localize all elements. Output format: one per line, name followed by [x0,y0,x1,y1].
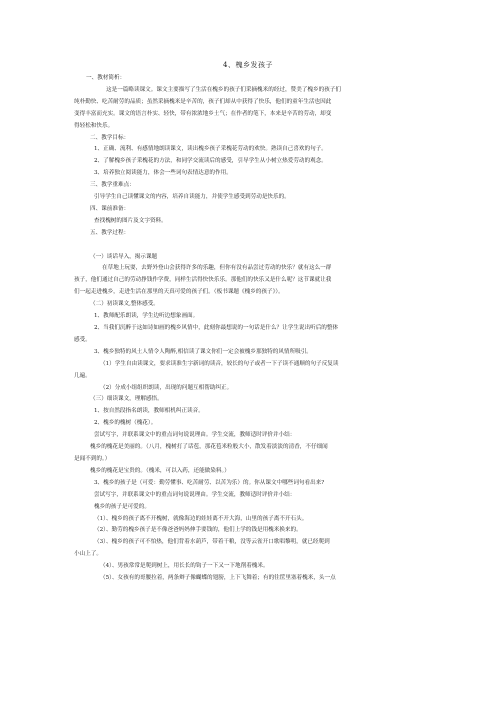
text-line: 是闻不到的。） [74,455,111,462]
text-line: （二）初读课文,整体感受。 [90,301,159,308]
text-line: （2）分成小组组织朗读，出现的问题互相帮助纠正。 [100,384,233,391]
blank-line [74,240,430,252]
text-line: （一）谈话导入，揭示课题 [90,253,158,260]
text-line: （3）、槐乡的孩子可不怕热，他们背着水葫芦，带着干粮，没等云雀开口歌唱黎明，就已经爬到 [94,539,330,546]
text-line: 槐乡的槐花是美丽的。（八月，槐树打了话苞，那花苞米粒般大小，散发着淡淡的清香，不仔细闻 [90,444,328,451]
text-line: 变得丰富而充实。课文的语言朴实、轻快，带有浓浓地乡土气；在作者的笔下，本来是辛苦的劳动，却变 [74,110,332,117]
text-line: 一、教材简析： [86,75,126,81]
text-line: 2、了解槐乡孩子采槐花的方法，和同学交流读后的感受，引导学生从小树立热爱劳动的观念。 [94,158,327,165]
text-line: （1）学生自由读课文，要求读准生字新词的读音，较长的句子或者一下子读不通顺的句子反复读 [100,360,339,367]
text-line: 几遍。 [74,372,91,379]
text-line: 尝试写字，并联系课文中的重点词句说说理由。学生交流，教师适时评价并小结： [94,432,296,439]
text-line: 2、当我们沉醉于这如诗如画的槐乡风情中，此刻你最想说的一句话是什么？让学生说出听后的整体 [94,325,339,332]
document-body [74,73,430,585]
text-line: （5）、女孩有的哥腰拉着，两条辫子像蝴蝶的翅膀，上下飞舞着；有的往筐里塞着槐米，头一点 [100,575,336,582]
text-line: 二、教学目标： [90,134,130,141]
text-line: （2）、勤劳的槐乡孩子是不像爸爸妈妈伸手要钱的，他们上学的钱是用槐米换来的。 [94,527,302,534]
text-line: 3、培养独立阅读能力，体会一些词句表情达意的作用。 [94,170,232,177]
text-line: 四、课前准备： [90,205,130,212]
text-line: 槐乡的孩子是可爱的。 [94,503,150,510]
text-line: 3、槐乡的孩子是（可爱：勤劳懂事、吃苦耐劳、以苦为乐）的。你从课文中哪些词句看出来? [94,479,325,486]
text-line: 纯朴勤快、吃苦耐劳的品质；虽然采摘槐米是辛苦的，孩子们却从中获得了快乐，他们的童年生活也因此 [74,98,332,105]
text-line: 感受。 [74,336,91,343]
text-line: 查找槐树的图片及文字资料。 [94,217,167,224]
text-line: （4）、男孩常常是爬到树上，用长长的钩子一下又一下地削着槐米。 [100,563,269,570]
text-line: 3、槐乡独特的风土人情令人陶醉,相信读了课文你们一定会被槐乡那独特的风情所吸引。 [94,348,312,355]
document-title: 4、槐乡发孩子 [223,61,273,69]
text-line: 2、槐乡的槐树（槐花）。 [94,420,157,427]
text-line: 孩子，他们通过自己的劳动挣钱作学费，同样生活得快快乐乐。那他们的快乐又是什么呢？这节课就让我 [74,277,332,284]
text-line: 1、教师配乐朗读，学生边听边想象画面。 [94,313,199,320]
text-line: 三、教学重难点： [90,182,135,189]
text-line: 槐乡的槐花是宝贵的。（槐米，可以入药，还能做染料。） [90,467,230,474]
text-line: 尝试写字，并联系课文中的重点词句说说理由。学生交流，教师适时评价并小结： [94,491,296,498]
text-line: 1、按自然段指名朗读，教师相机纠正读音。 [94,408,204,415]
text-line: 得轻松和快乐。 [74,122,114,129]
text-line: 们一起走进槐乡，走进生活在那里的天真可爱的孩子们。（板书课题《槐乡的孩子》）。 [74,289,284,296]
text-line: 在草地上玩耍，去野外登山会获得许多的乐趣，但你有没有品尝过劳动的快乐？就有这么一群 [102,265,332,272]
text-line: 五、教学过程： [90,229,130,236]
text-line: 1、正确、流利、有感情地朗读课文，读出槐乡孩子采槐花劳动的欢快。熟读自己喜欢的句子。 [94,146,327,153]
text-line: 这是一篇略读课文。课文主要描写了生活在槐乡的孩子们采摘槐米的经过，赞美了槐乡的孩子们 [106,86,341,93]
text-line: 引导学生自己读懂课文的内容，培养自读能力，并使学生感受到劳动是快乐的。 [94,194,290,201]
text-line: 小山上了。 [74,551,102,558]
text-line: （1）、槐乡的孩子离不开槐树，就像海边的娃娃离不开大海，山里的孩子离不开石头。 [94,515,308,522]
text-line: （三）细读课文，理解感悟。 [90,396,163,403]
